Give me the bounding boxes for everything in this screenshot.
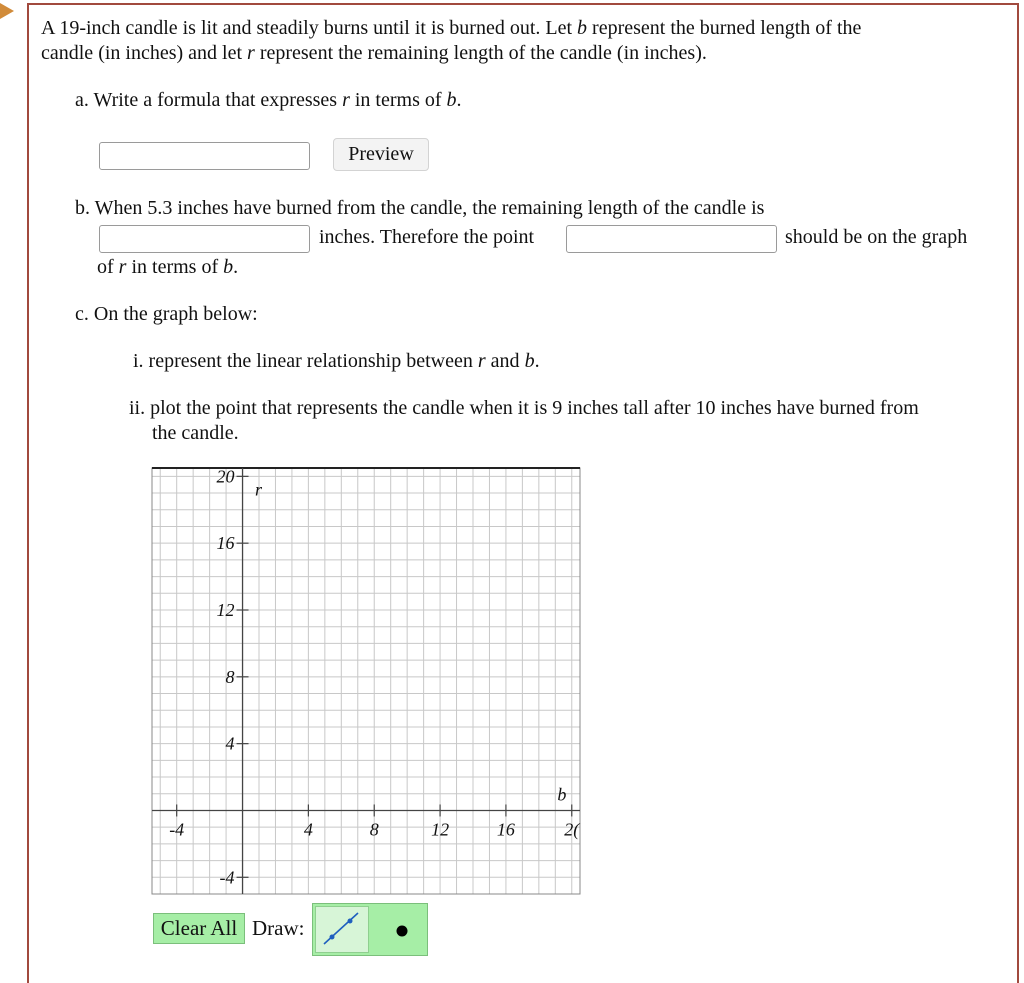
x-tick-label: 2( [564,819,580,840]
problem-intro-line1: A 19-inch candle is lit and steadily burns until it is burned out. Let b represent the burned length of the [41,17,862,39]
y-tick-label: 8 [225,666,235,687]
part-b-graph-text: should be on the graph [785,226,968,248]
draw-label: Draw: [252,916,305,940]
point-input[interactable] [566,225,777,253]
point-tool-button[interactable] [371,906,425,953]
graph-border [152,468,580,894]
clear-all-button[interactable]: Clear All [153,913,245,944]
y-tick-label: 12 [216,600,235,620]
line-segment-icon [316,907,368,952]
draw-tool-group [312,903,428,956]
part-c-heading: c. On the graph below: [75,303,258,325]
remaining-length-input[interactable] [99,225,310,253]
x-tick-label: 4 [303,819,313,840]
x-tick-label: 8 [369,819,379,840]
graph-canvas[interactable] [150,466,582,902]
y-tick-label: -4 [219,867,235,888]
part-c-item-ii-line2: the candle. [152,422,239,444]
problem-intro-line2: candle (in inches) and let r represent the remaining length of the candle (in inches). [41,42,707,64]
part-b-line3: of r in terms of b. [97,256,239,278]
y-tick-label: 20 [216,466,235,487]
x-tick-label: -4 [169,819,185,840]
x-axis-label: b [557,784,567,805]
part-a-prompt: a. Write a formula that expresses r in terms of b. [75,89,462,111]
y-tick-label: 16 [216,533,235,554]
preview-button[interactable]: Preview [333,138,429,171]
x-tick-label: 16 [496,819,515,840]
y-axis-label: r [255,479,263,500]
part-b-inches-text: inches. Therefore the point [319,226,535,248]
point-icon [371,906,425,953]
part-b-prompt: b. When 5.3 inches have burned from the candle, the remaining length of the candle is [75,197,765,219]
part-c-item-ii-line1: ii. plot the point that represents the candle when it is 9 inches tall after 10 inches have burned from [129,397,919,419]
line-tool-button[interactable] [315,906,369,953]
x-tick-label: 12 [431,819,450,840]
collapse-arrow-icon[interactable] [0,3,14,19]
part-c-item-i: i. represent the linear relationship between r and b. [133,350,540,372]
formula-input[interactable] [99,142,310,170]
y-tick-label: 4 [225,733,235,754]
graph-svg[interactable] [150,466,582,896]
